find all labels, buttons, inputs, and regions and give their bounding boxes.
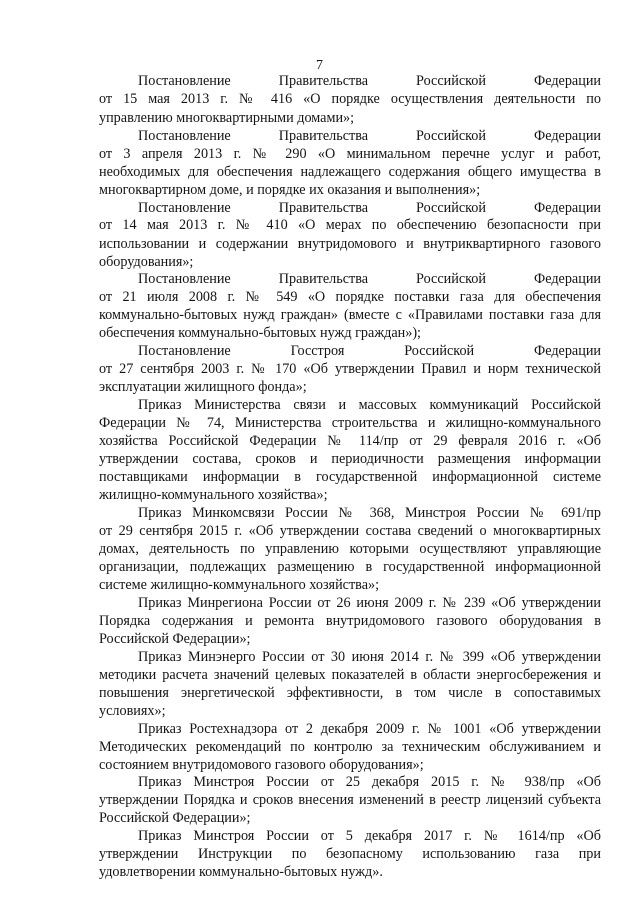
- text-line: Российской Федерации»;: [99, 631, 251, 647]
- text-line: Методических рекомендаций по контролю за техническим обслуживанием и: [99, 739, 601, 755]
- text-line: коммунально-бытовых нужд граждан» (вместе с «Правилами поставки газа для: [99, 307, 601, 323]
- text-line: Постановление Правительства Российской Федерации: [138, 73, 601, 89]
- text-line: жилищно-коммунального хозяйства»;: [99, 487, 328, 503]
- text-line: условиях»;: [99, 703, 166, 719]
- text-line: использовании и содержании внутридомового и внутриквартирного газового: [99, 236, 601, 252]
- text-line: от 3 апреля 2013 г. № 290 «О минимальном перечне услуг и работ,: [99, 146, 601, 162]
- text-line: Постановление Правительства Российской Федерации: [138, 271, 601, 287]
- text-line: поставщиками информации в государственной информационной системе: [99, 469, 601, 485]
- text-line: хозяйства Российской Федерации № 114/пр от 29 февраля 2016 г. «Об: [99, 433, 601, 449]
- text-line: утверждении состава, сроков и периодичности размещения информации: [99, 451, 601, 467]
- text-line: от 15 мая 2013 г. № 416 «О порядке осуществления деятельности по: [99, 91, 601, 107]
- text-line: Порядка содержания и ремонта внутридомового газового оборудования в: [99, 613, 601, 629]
- text-line: методики расчета значений целевых показателей в области энергосбережения и: [99, 667, 601, 683]
- text-line: обеспечения коммунально-бытовых нужд граждан»);: [99, 325, 421, 341]
- text-line: Приказ Минрегиона России от 26 июня 2009 г. № 239 «Об утверждении: [138, 595, 601, 611]
- text-line: от 21 июля 2008 г. № 549 «О порядке поставки газа для обеспечения: [99, 289, 601, 305]
- text-line: Постановление Правительства Российской Федерации: [138, 200, 601, 216]
- text-line: управлению многоквартирными домами»;: [99, 110, 355, 126]
- text-line: Приказ Министерства связи и массовых коммуникаций Российской: [138, 397, 601, 413]
- text-line: повышения энергетической эффективности, в том числе в сопоставимых: [99, 685, 601, 701]
- text-line: необходимых для обеспечения надлежащего содержания общего имущества в: [99, 164, 601, 180]
- text-line: Приказ Минстроя России от 25 декабря 2015 г. № 938/пр «Об: [138, 774, 601, 790]
- text-line: утверждении Порядка и сроков внесения изменений в реестр лицензий субъекта: [99, 792, 601, 808]
- text-line: Федерации № 74, Министерства строительства и жилищно-коммунального: [99, 415, 601, 431]
- text-line: от 14 мая 2013 г. № 410 «О мерах по обеспечению безопасности при: [99, 217, 601, 233]
- text-line: эксплуатации жилищного фонда»;: [99, 379, 307, 395]
- text-line: удовлетворении коммунально-бытовых нужд».: [99, 864, 383, 880]
- text-line: системе жилищно-коммунального хозяйства»;: [99, 577, 380, 593]
- text-line: Российской Федерации»;: [99, 810, 251, 826]
- text-line: Приказ Минстроя России от 5 декабря 2017 г. № 1614/пр «Об: [138, 828, 601, 844]
- text-line: многоквартирном доме, и порядке их оказания и выполнения»;: [99, 182, 481, 198]
- text-line: Постановление Госстроя Российской Федерации: [138, 343, 601, 359]
- text-line: Приказ Ростехнадзора от 2 декабря 2009 г. № 1001 «Об утверждении: [138, 721, 601, 737]
- text-line: Приказ Минкомсвязи России № 368, Минстроя России № 691/пр: [138, 505, 601, 521]
- text-line: оборудования»;: [99, 254, 194, 270]
- text-line: Приказ Минэнерго России от 30 июня 2014 г. № 399 «Об утверждении: [138, 649, 601, 665]
- text-line: организации, подлежащих размещению в государственной информационной: [99, 559, 601, 575]
- text-line: от 29 сентября 2015 г. «Об утверждении состава сведений о многоквартирных: [99, 523, 601, 539]
- text-line: домах, деятельность по управлению которыми осуществляют управляющие: [99, 541, 601, 557]
- text-line: от 27 сентября 2003 г. № 170 «Об утверждении Правил и норм технической: [99, 361, 601, 377]
- text-line: утверждении Инструкции по безопасному использованию газа при: [99, 846, 601, 862]
- text-line: Постановление Правительства Российской Федерации: [138, 128, 601, 144]
- page-number: 7: [316, 58, 323, 73]
- text-line: состоянием внутридомового газового оборудования»;: [99, 757, 424, 773]
